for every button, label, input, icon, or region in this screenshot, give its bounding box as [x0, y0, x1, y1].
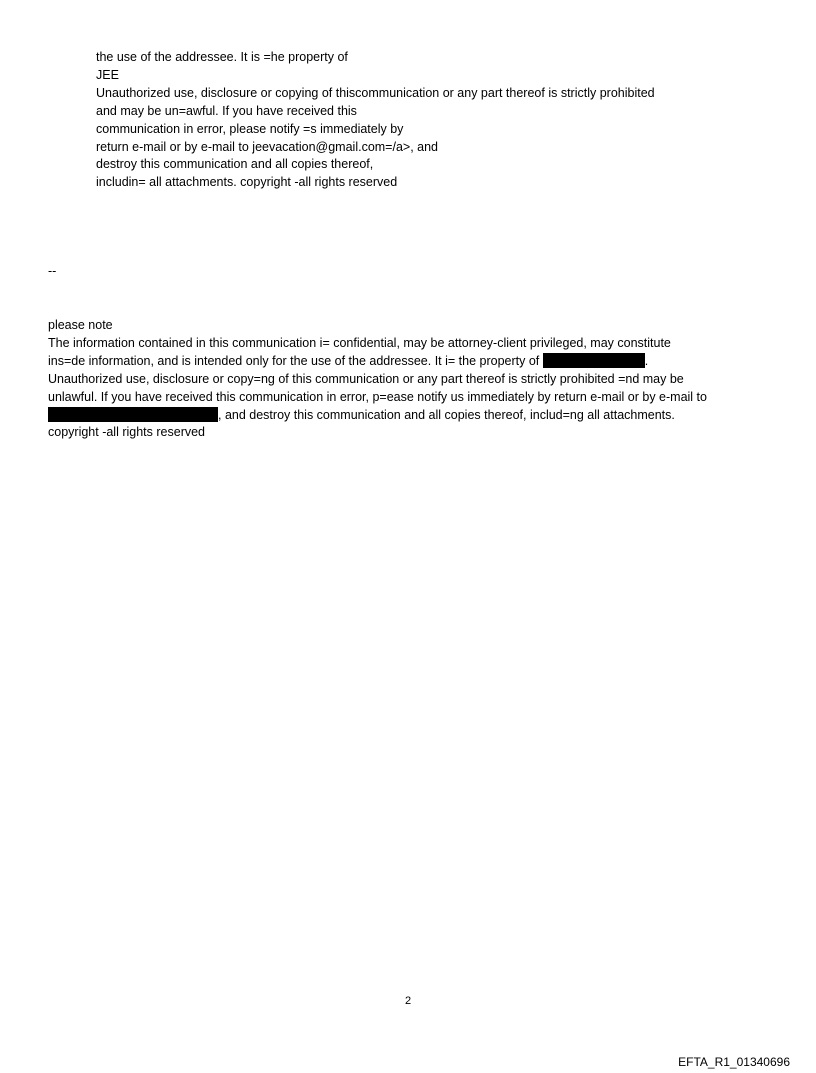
disclaimer-line-6: return e-mail or by e-mail to jeevacation@gmail.com=/a>, and — [96, 139, 439, 154]
notice-line-6: copyright -all rights reserved — [48, 425, 206, 440]
signature-separator: -- — [48, 264, 57, 278]
page-number: 2 — [404, 995, 412, 1007]
bates-number: EFTA_R1_01340696 — [678, 1055, 790, 1069]
disclaimer-line-4: and may be un=awful. If you have received this — [96, 103, 357, 118]
disclaimer-line-5: communication in error, please notify =s immediately by — [96, 121, 404, 136]
notice-line-4: unlawful. If you have received this communication in error, p=ease notify us immediately by return e-mail or by e-mail to — [48, 389, 707, 404]
notice-line-2-text: ins=de information, and is intended only for the use of the addressee. It i= the property of — [48, 353, 543, 368]
notice-line-5-text: , and destroy this communication and all copies thereof, includ=ng all attachments. — [218, 407, 675, 422]
disclaimer-line-7: destroy this communication and all copies thereof, — [96, 157, 374, 172]
notice-line-3: Unauthorized use, disclosure or copy=ng of this communication or any part thereof is strictly prohibited =nd may be — [48, 371, 684, 386]
notice-line-2 — [48, 353, 788, 371]
redaction-box — [48, 407, 218, 422]
disclaimer-line-8: includin= all attachments. copyright -all rights reserved — [96, 175, 398, 190]
confidentiality-notice — [48, 317, 788, 442]
forwarded-disclaimer-block — [96, 49, 776, 192]
disclaimer-line-1: the use of the addressee. It is =he property of — [96, 50, 348, 64]
notice-line-1: The information contained in this communication i= confidential, may be attorney-client privileged, may constitute — [48, 335, 671, 350]
redaction-box — [543, 353, 645, 368]
notice-heading: please note — [48, 318, 113, 332]
disclaimer-line-3: Unauthorized use, disclosure or copying of thiscommunication or any part thereof is strictly prohibited — [96, 85, 655, 100]
notice-line-2-end: . — [644, 353, 649, 368]
disclaimer-line-2: JEE — [96, 67, 119, 82]
notice-line-5 — [48, 407, 788, 425]
